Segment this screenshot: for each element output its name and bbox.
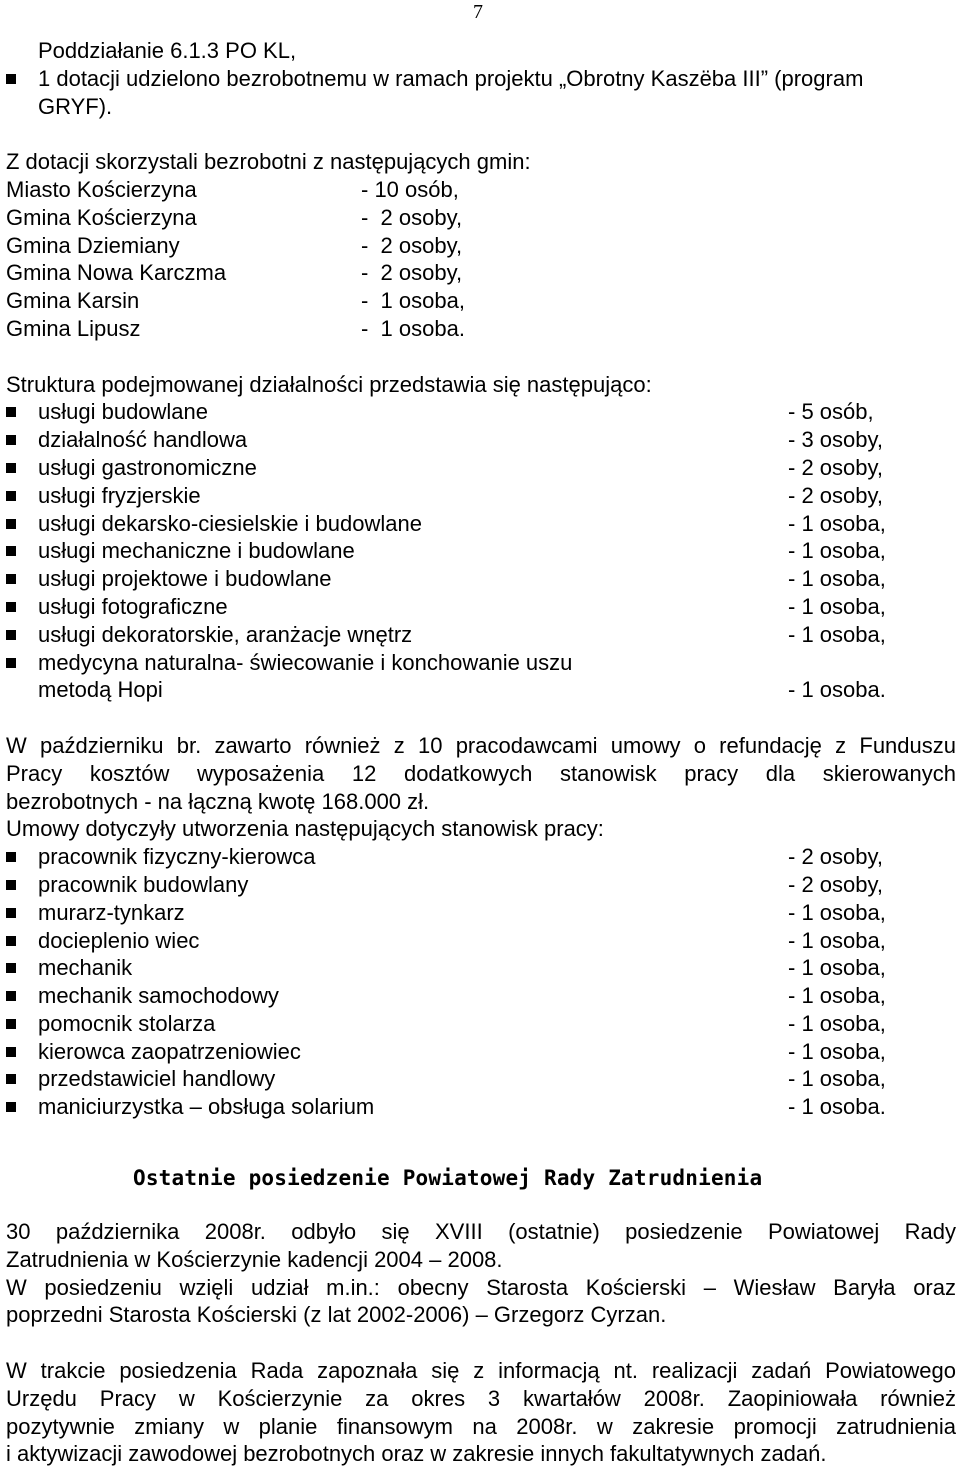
gmina-row [6,176,956,204]
bullet-square-icon [6,519,16,529]
page-number: 7 [473,1,483,23]
gminy-title: Z dotacji skorzystali bezrobotni z następujących gmin: [6,149,531,175]
item-label: usługi dekoratorskie, aranżacje wnętrz [38,621,413,647]
item-value: - 1 osoba. [788,1094,886,1120]
item-label: pracownik fizyczny-kierowca [38,844,316,870]
item-label: mechanik [38,955,133,981]
item-value: - 1 osoba, [788,621,886,647]
item-value: - 1 osoba, [788,593,886,619]
list-item [6,537,956,565]
struktura-title: Struktura podejmowanej działalności przedstawia się następująco: [6,371,652,397]
item-value: - 1 osoba, [788,1010,886,1036]
bullet-square-icon [6,1102,16,1112]
gmina-row [6,315,956,343]
stanowiska-title: Umowy dotyczyły utworzenia następujących stanowisk pracy: [6,816,604,842]
bullet-square-icon [6,574,16,584]
list-item [6,398,956,426]
item-value: - 3 osoby, [788,427,883,453]
list-item-continuation [6,676,956,704]
list-item [6,843,956,871]
bullet-square-icon [6,407,16,417]
item-label: medycyna naturalna- świecowanie i konchowanie uszu [38,649,573,675]
bullet-square-icon [6,435,16,445]
list-item [6,454,956,482]
bullet-square-icon [6,908,16,918]
item-label: przedstawiciel handlowy [38,1066,276,1092]
gmina-value: - 2 osoby, [361,260,463,286]
intro-line-1: Poddziałanie 6.1.3 PO KL, [38,38,297,63]
intro-bullet-item [6,65,956,93]
item-label: usługi budowlane [38,399,209,425]
item-label: metodą Hopi [38,677,163,703]
list-item [6,899,956,927]
item-label: murarz-tynkarz [38,899,185,925]
item-value: - 1 osoba, [788,538,886,564]
item-label: pracownik budowlany [38,871,249,897]
item-value: - 1 osoba, [788,566,886,592]
bullet-square-icon [6,658,16,668]
item-label: kierowca zaopatrzeniowiec [38,1038,301,1064]
item-value: - 2 osoby, [788,871,883,897]
bullet-square-icon [6,630,16,640]
list-item [6,1038,956,1066]
item-label: usługi projektowe i budowlane [38,566,332,592]
item-value: - 1 osoba, [788,955,886,981]
item-label: usługi gastronomiczne [38,454,257,480]
bullet-square-icon [6,546,16,556]
posiedzenie-line: Urzędu Pracy w Kościerzynie za okres 3 kwartałów 2008r. Zaopiniowała również [6,1385,956,1411]
list-item [6,482,956,510]
list-item [6,593,956,621]
bullet-square-icon [6,936,16,946]
item-value: - 5 osób, [788,399,874,425]
list-item [6,649,956,677]
bullet-square-icon [6,880,16,890]
intro-line-3: GRYF). [38,93,113,119]
item-label: usługi dekarsko-ciesielskie i budowlane [38,510,422,536]
bullet-square-icon [6,1074,16,1084]
gmina-value: - 1 osoba. [361,315,465,341]
item-label: maniciurzystka – obsługa solarium [38,1094,375,1120]
item-value: - 2 osoby, [788,482,883,508]
item-value: - 1 osoba, [788,1038,886,1064]
posiedzenie-line: i aktywizacji zawodowej bezrobotnych oraz w zakresie innych fakultatywnych zadań. [6,1441,827,1467]
list-item [6,426,956,454]
bullet-square-icon [6,1047,16,1057]
list-item [6,927,956,955]
gmina-name: Gmina Kościerzyna [6,204,197,230]
posiedzenie-line: W trakcie posiedzenia Rada zapoznała się z informacją nt. realizacji zadań Powiatowego [6,1358,956,1384]
bullet-square-icon [6,1019,16,1029]
gmina-value: - 2 osoby, [361,232,463,258]
bullet-square-icon [6,602,16,612]
refundacja-line-1: W październiku br. zawarto również z 10 pracodawcami umowy o refundację z Funduszu [6,732,956,758]
item-label: usługi fryzjerskie [38,482,201,508]
gmina-row [6,287,956,315]
gmina-row [6,232,956,260]
posiedzenie-line: pozytywnie zmiany w planie finansowym na 2008r. w zakresie promocji zatrudnienia [6,1413,956,1439]
list-item [6,982,956,1010]
bullet-square-icon [6,963,16,973]
item-value: - 2 osoby, [788,844,883,870]
item-label: działalność handlowa [38,427,248,453]
gmina-value: - 10 osób, [361,176,459,202]
item-value: - 1 osoba. [788,677,886,703]
item-label: usługi mechaniczne i budowlane [38,538,355,564]
bullet-square-icon [6,491,16,501]
gmina-row [6,259,956,287]
list-item [6,954,956,982]
bullet-square-icon [6,991,16,1001]
item-value: - 1 osoba, [788,983,886,1009]
intro-line-2: 1 dotacji udzielono bezrobotnemu w ramach projektu „Obrotny Kaszëba III” (program [38,65,864,91]
bullet-square-icon [6,74,16,84]
list-item [6,871,956,899]
item-value: - 2 osoby, [788,454,883,480]
item-value: - 1 osoba, [788,510,886,536]
gmina-name: Gmina Dziemiany [6,232,180,258]
gmina-name: Miasto Kościerzyna [6,176,197,202]
list-item [6,565,956,593]
list-item [6,621,956,649]
posiedzenie-line: 30 października 2008r. odbyło się XVIII (ostatnie) posiedzenie Powiatowej Rady [6,1219,956,1245]
item-label: pomocnik stolarza [38,1010,216,1036]
refundacja-line-3: bezrobotnych - na łączną kwotę 168.000 zł. [6,788,430,814]
bullet-square-icon [6,463,16,473]
list-item [6,1065,956,1093]
bullet-square-icon [6,852,16,862]
gmina-row [6,204,956,232]
posiedzenie-line: Zatrudnienia w Kościerzynie kadencji 2004 – 2008. [6,1246,503,1272]
item-value: - 1 osoba, [788,927,886,953]
gmina-name: Gmina Nowa Karczma [6,260,227,286]
posiedzenie-line: poprzedni Starosta Kościerski (z lat 2002-2006) – Grzegorz Cyrzan. [6,1302,667,1328]
gmina-value: - 1 osoba, [361,288,465,314]
item-value: - 1 osoba, [788,1066,886,1092]
gmina-name: Gmina Lipusz [6,315,141,341]
list-item [6,510,956,538]
list-item [6,1010,956,1038]
refundacja-line-2: Pracy kosztów wyposażenia 12 dodatkowych stanowisk pracy dla skierowanych [6,760,956,786]
document-body [6,37,956,1468]
section-heading: Ostatnie posiedzenie Powiatowej Rady Zatrudnienia [133,1166,763,1191]
item-label: usługi fotograficzne [38,593,228,619]
item-value: - 1 osoba, [788,899,886,925]
item-label: mechanik samochodowy [38,983,279,1009]
gmina-name: Gmina Karsin [6,288,140,314]
gmina-value: - 2 osoby, [361,204,463,230]
posiedzenie-line: W posiedzeniu wzięli udział m.in.: obecny Starosta Kościerski – Wiesław Baryła oraz [6,1274,956,1300]
list-item [6,1093,956,1121]
item-label: docieplenio wiec [38,927,200,953]
